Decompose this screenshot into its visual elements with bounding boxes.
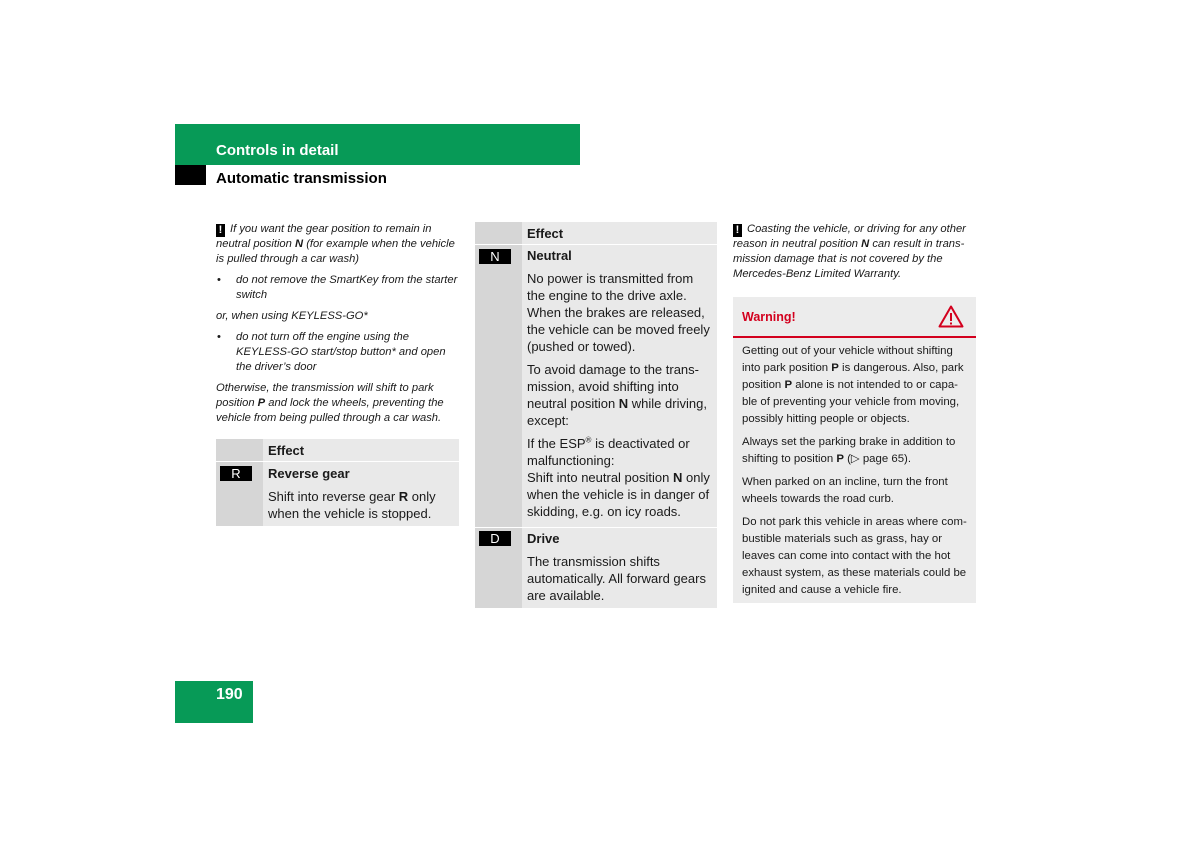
table-key-column	[216, 439, 263, 526]
gear-r-badge: R	[220, 466, 252, 481]
row-text: No power is transmitted from the engine to the drive axle. When the brakes are released, the vehicle can be moved freely (pushed or towed).	[527, 271, 710, 354]
exclamation-icon: !	[733, 224, 742, 237]
right-note	[733, 222, 977, 288]
note-outro: Otherwise, the transmission will shift to park position P and lock the wheels, preventing the vehicle from being pulled through a car wash.	[216, 382, 444, 424]
reverse-gear-cell	[268, 465, 453, 528]
row-divider	[475, 244, 717, 245]
drive-cell	[527, 530, 711, 610]
section-title: Controls in detail	[216, 142, 339, 159]
gear-n-badge: N	[479, 249, 511, 264]
row-divider	[475, 527, 717, 528]
table-header-effect: Effect	[268, 443, 305, 458]
row-text: Shift into neutral position N only when the vehicle is in danger of skidding, e.g. on icy roads.	[527, 470, 710, 519]
left-note	[216, 222, 460, 432]
warning-paragraph: When parked on an incline, turn the front wheels towards the road curb.	[742, 476, 948, 505]
warning-body	[742, 343, 970, 605]
warning-box	[733, 297, 976, 603]
warning-paragraph: Getting out of your vehicle without shifting into park position P is dangerous. Also, park position P alone is not intended to or capa-ble of preventing your vehicle from moving, possibly hitting people or objects.	[742, 345, 964, 425]
neutral-drive-table	[475, 222, 717, 608]
table-header-effect: Effect	[527, 226, 564, 241]
neutral-cell	[527, 247, 711, 526]
page-subtitle: Automatic transmission	[216, 170, 387, 187]
exclamation-icon: !	[216, 224, 225, 237]
note-text: ! Coasting the vehicle, or driving for any other reason in neutral position N can result in trans-mission damage that is not covered by the Mercedes-Benz Limited Warranty.	[733, 223, 966, 280]
bullet-icon: •	[217, 331, 221, 343]
warning-header	[733, 297, 976, 338]
note-bullet: • do not turn off the engine using the KEYLESS-GO start/stop button* and open the driver’s door	[217, 331, 446, 373]
note-intro: ! If you want the gear position to remain in neutral position N (for example when the vehicle is pulled through a car wash)	[216, 223, 455, 265]
warning-paragraph: Always set the parking brake in addition to shifting to position P (▷ page 65).	[742, 436, 956, 465]
gear-d-badge: D	[479, 531, 511, 546]
row-title: Neutral	[527, 248, 572, 263]
warning-triangle-icon	[938, 305, 964, 328]
table-key-column	[475, 222, 522, 608]
row-title: Reverse gear	[268, 466, 350, 481]
row-text: To avoid damage to the trans-mission, avoid shifting into neutral position N while driving, except:	[527, 362, 707, 428]
page-number: 190	[216, 686, 243, 703]
note-or-text: or, when using KEYLESS-GO*	[216, 310, 368, 322]
row-text: Shift into reverse gear R only when the vehicle is stopped.	[268, 489, 436, 521]
note-bullet: • do not remove the SmartKey from the starter switch	[217, 274, 458, 301]
bullet-icon: •	[217, 274, 221, 286]
row-text: If the ESP® is deactivated or malfunctioning:	[527, 435, 690, 468]
row-divider	[216, 461, 459, 462]
header-marker	[175, 165, 206, 185]
warning-paragraph: Do not park this vehicle in areas where com-bustible materials such as grass, hay or leaves can come into contact with the hot exhaust system, as these materials could be ignited and cause a vehicle fire.	[742, 516, 967, 596]
warning-title: Warning!	[742, 310, 796, 324]
reverse-gear-table	[216, 439, 459, 526]
row-title: Drive	[527, 531, 560, 546]
row-text: The transmission shifts automatically. All forward gears are available.	[527, 554, 706, 603]
